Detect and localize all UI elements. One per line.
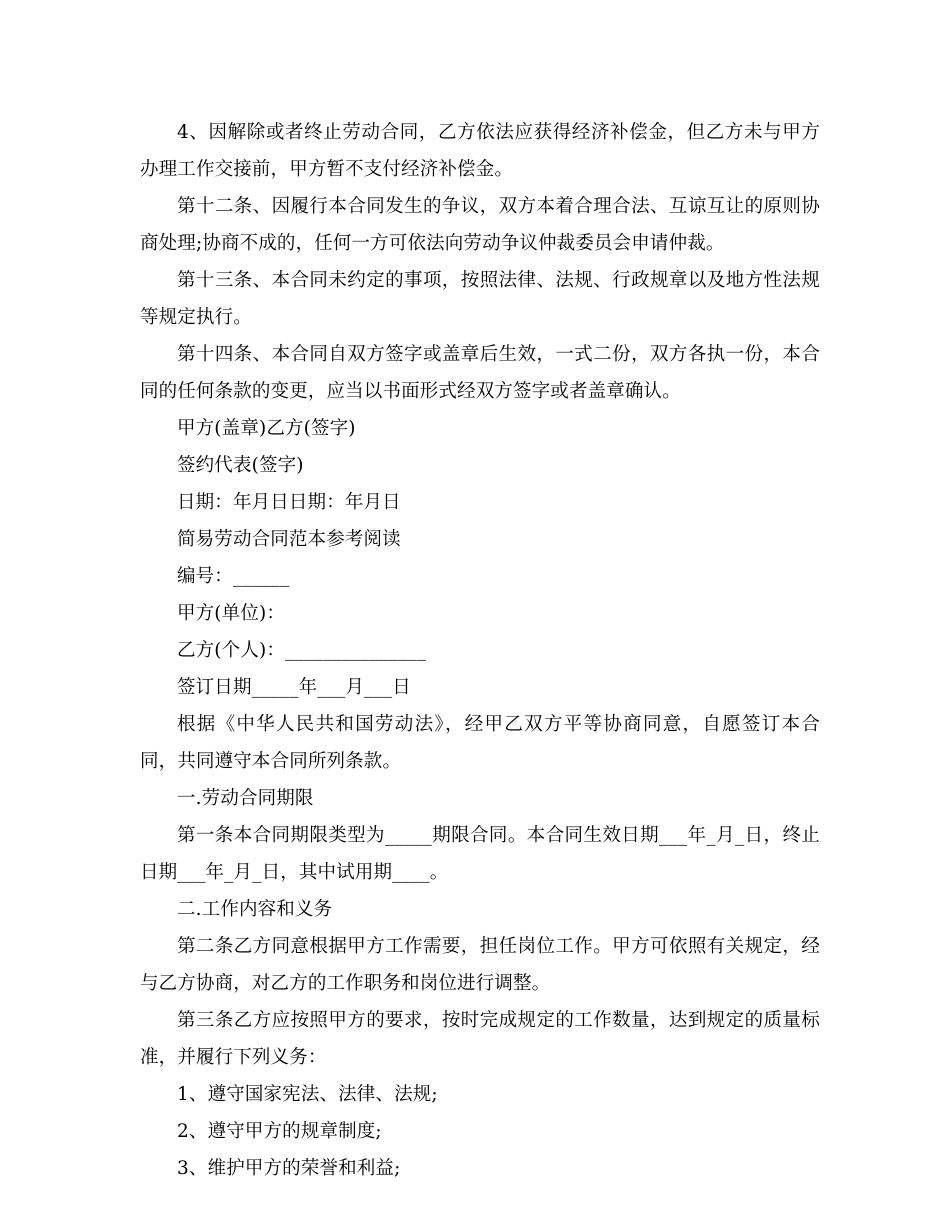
heading-contract-term: 一.劳动合同期限 (177, 788, 314, 809)
section-title-simple-contract: 简易劳动合同范本参考阅读 (177, 529, 401, 550)
signature-date-line: 日期：年月日日期：年月日 (177, 492, 401, 513)
paragraph-article-13: 第十三条、本合同未约定的事项，按照法律、法规、行政规章以及地方性法规等规定执行。 (140, 270, 820, 328)
paragraph-article-2: 第二条乙方同意根据甲方工作需要，担任岗位工作。甲方可依照有关规定，经与乙方协商，对乙方的工作职务和岗位进行调整。 (140, 936, 820, 994)
paragraph-article-12: 第十二条、因履行本合同发生的争议，双方本着合理合法、互谅互让的原则协商处理;协商不成的，任何一方可依法向劳动争议仲裁委员会申请仲裁。 (140, 196, 820, 254)
list-item-duty-1: 1、遵守国家宪法、法律、法规; (177, 1084, 438, 1105)
signing-date-line: 签订日期_____年___月___日 (177, 677, 411, 698)
party-a-line: 甲方(单位)： (177, 603, 285, 624)
contract-number-line: 编号：______ (177, 566, 290, 587)
party-b-line: 乙方(个人)：_______________ (177, 640, 426, 661)
paragraph-article-14: 第十四条、本合同自双方签字或盖章后生效，一式二份，双方各执一份，本合同的任何条款的变更，应当以书面形式经双方签字或者盖章确认。 (140, 344, 820, 402)
list-item-duty-2: 2、遵守甲方的规章制度; (177, 1121, 382, 1142)
list-item-duty-3: 3、维护甲方的荣誉和利益; (177, 1158, 401, 1179)
paragraph-article-3: 第三条乙方应按照甲方的要求，按时完成规定的工作数量，达到规定的质量标准，并履行下列义务： (140, 1010, 820, 1068)
heading-work-content: 二.工作内容和义务 (177, 899, 333, 920)
paragraph-preamble: 根据《中华人民共和国劳动法》，经甲乙双方平等协商同意，自愿签订本合同，共同遵守本合同所列条款。 (140, 714, 820, 772)
paragraph-article-1: 第一条本合同期限类型为_____期限合同。本合同生效日期___年_月_日，终止日期___年_月_日，其中试用期____。 (140, 825, 820, 883)
signature-representative-line: 签约代表(签字) (177, 455, 304, 476)
paragraph-compensation-clause: 4、因解除或者终止劳动合同，乙方依法应获得经济补偿金，但乙方未与甲方办理工作交接前，甲方暂不支付经济补偿金。 (140, 122, 820, 180)
signature-parties-line: 甲方(盖章)乙方(签字) (177, 418, 356, 439)
document-body (140, 114, 820, 1187)
